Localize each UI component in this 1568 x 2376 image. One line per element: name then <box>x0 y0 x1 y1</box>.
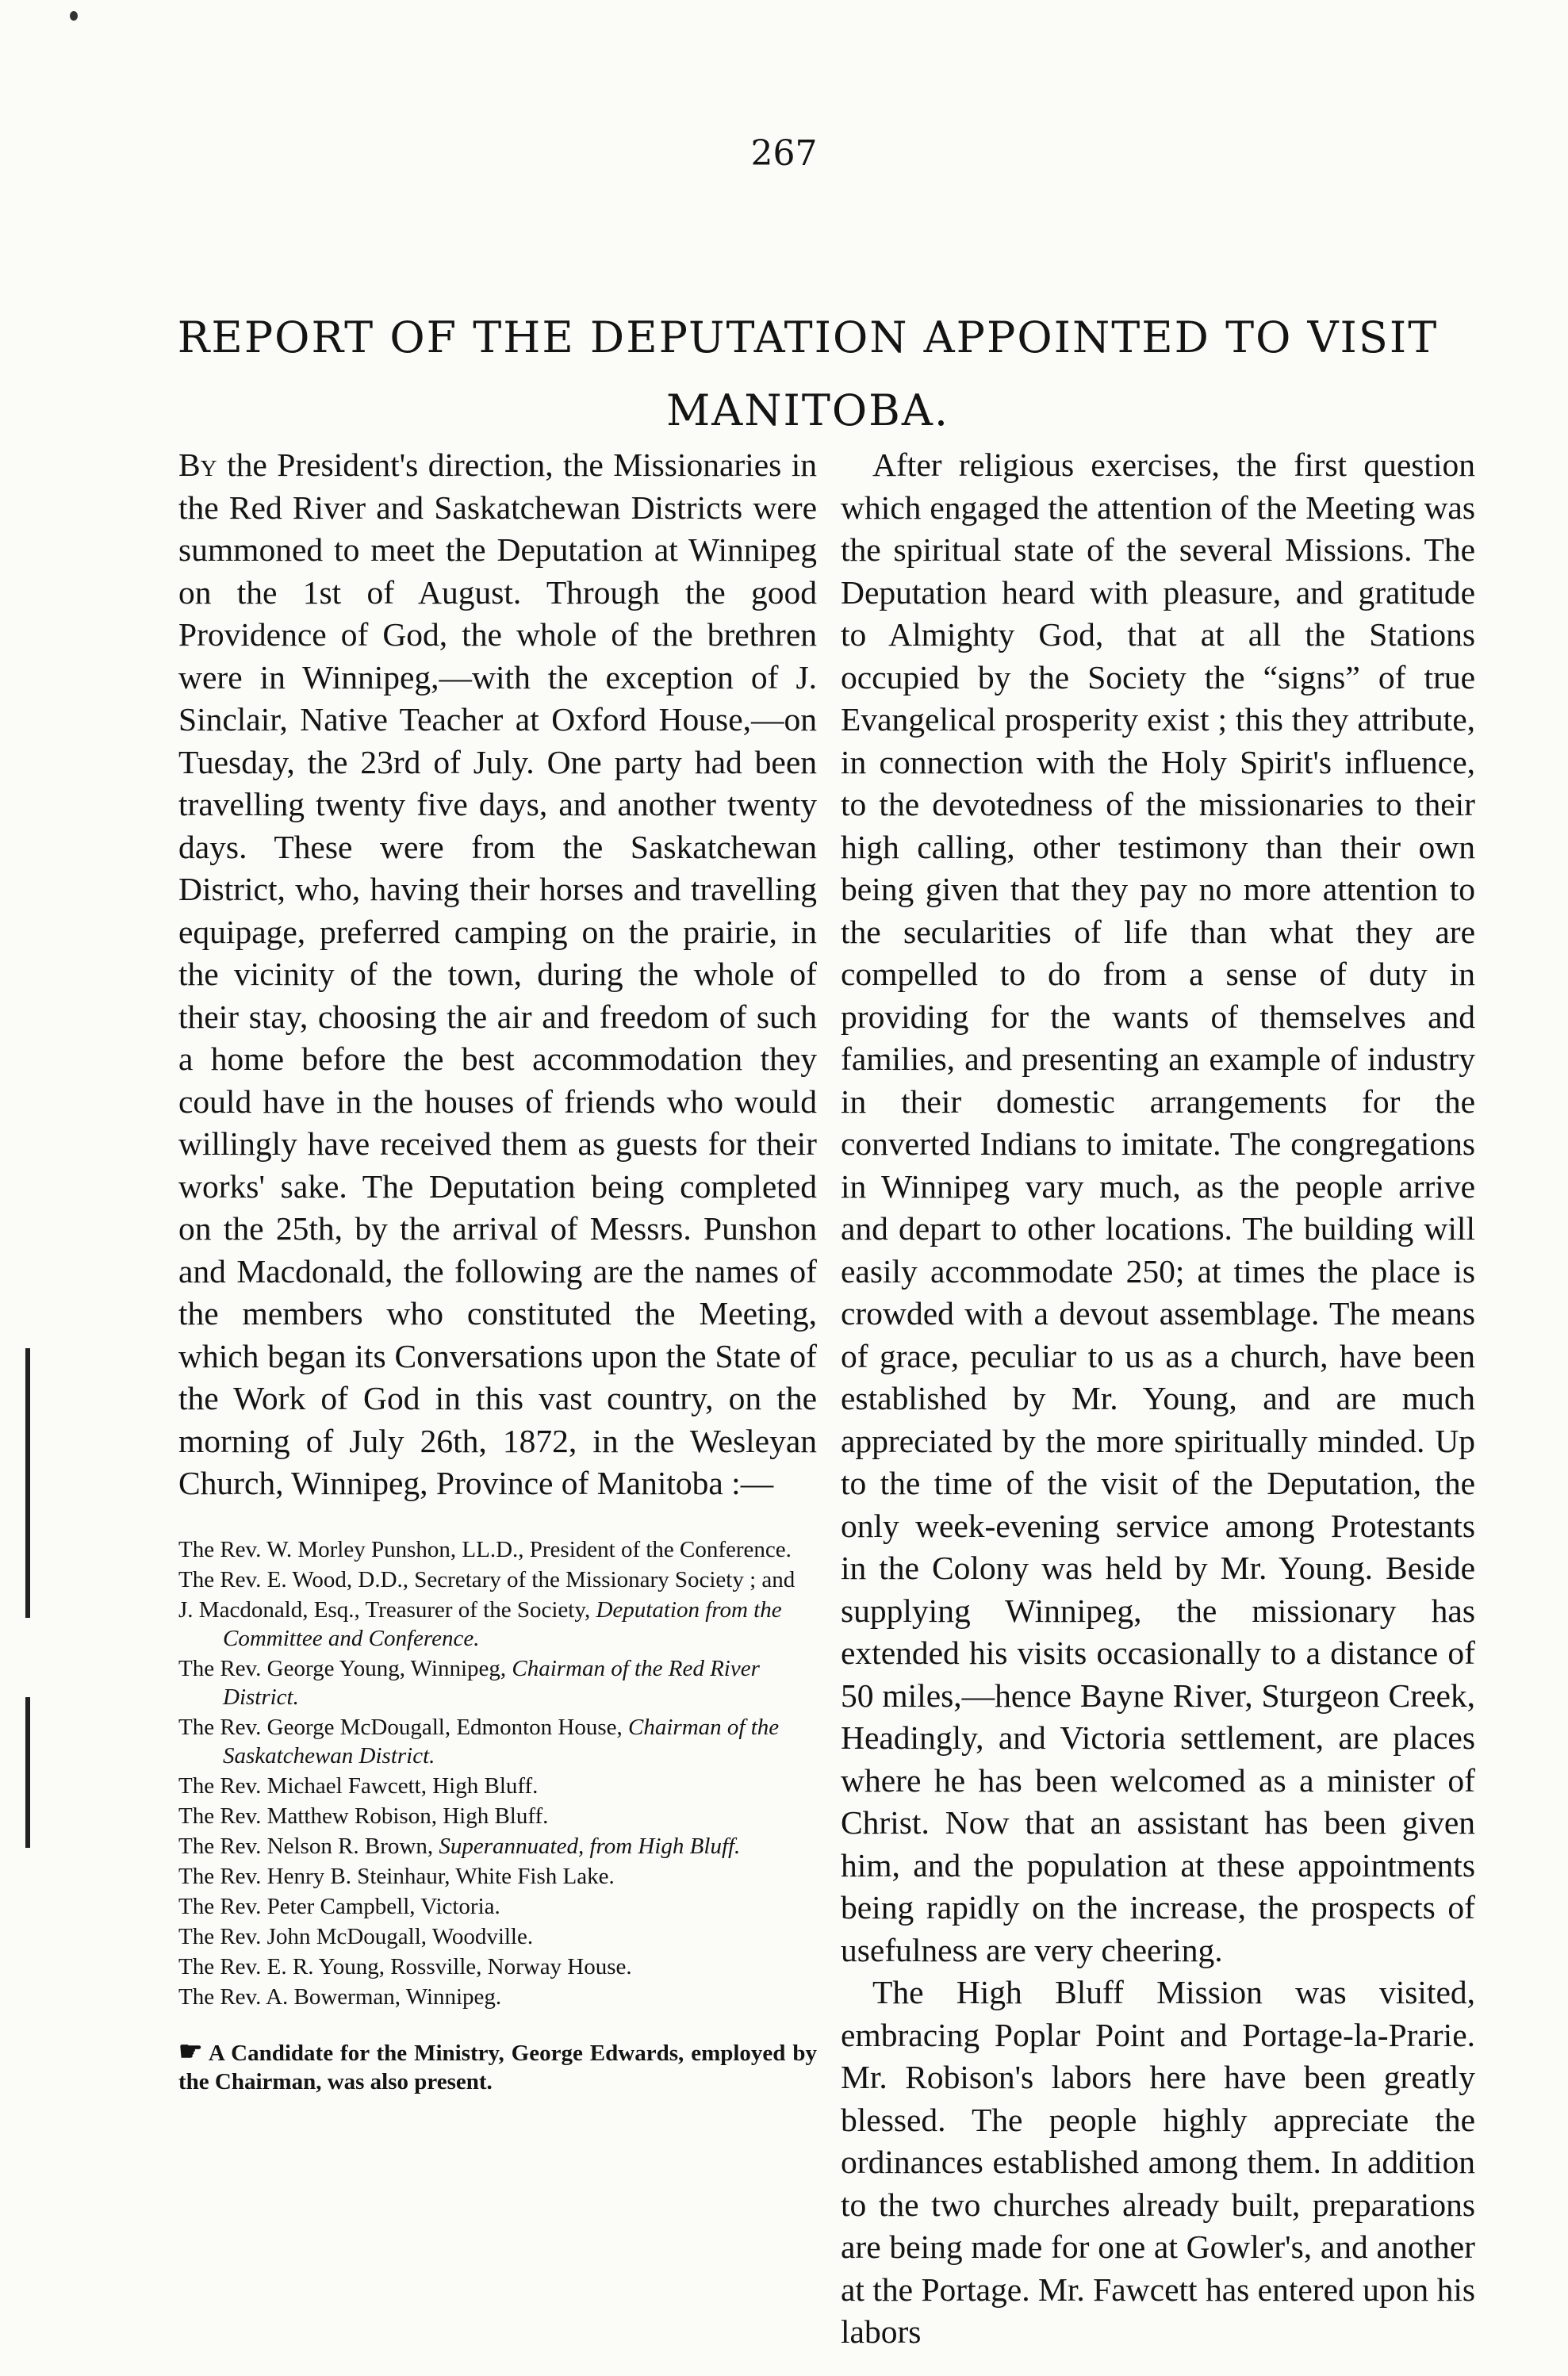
pointing-hand-icon: ☛ <box>178 2037 203 2067</box>
member-entry: The Rev. Henry B. Steinhaur, White Fish Lake. <box>178 1863 615 1889</box>
member-role: Superannuated, from High Bluff. <box>439 1833 741 1859</box>
left-paragraph-1-text: the President's direction, the Missionaries in the Red River and Saskatchewan Districts were summoned to meet the Deputation at Winnipeg on the 1st of August. Through the good Providence of God, the whole of the brethren were in Winnipeg,—with the exception of J. Sinclair, Native Teacher at Oxford House,—on Tuesday, the 23rd of July. One party had been travelling twenty five days, and another twenty days. These were from the Saskatchewan District, who, having their horses and travelling equipage, preferred camping on the prairie, in the vicinity of the town, during the whole of their stay, choosing the air and freedom of such a home before the best accommodation they could have in the houses of friends who would willingly have received them as guests for their works' sake. The Deputation being completed on the 25th, by the arrival of Messrs. Punshon and Macdonald, the following are the names of the members who constituted the Meeting, which began its Conversations upon the State of the Work of God in this vast country, on the morning of July 26th, 1872, in the Wesleyan Church, Winnipeg, Province of Manitoba :— <box>178 446 818 1501</box>
member-role: Chairman of the Saskatchewan District. <box>223 1714 780 1769</box>
report-title <box>174 301 1441 447</box>
member-entry: The Rev. E. R. Young, Rossville, Norway House. <box>178 1953 632 1979</box>
right-paragraph-1: After religious exercises, the first question which engaged the attention of the Meeting was the spiritual state of the several Missions. The Deputation heard with pleasure, and gratitude to Almighty God, that at all the Stations occupied by the Society the “signs” of true Evangelical prosperity exist ; this they attribute, in connection with the Holy Spirit's influence, to the devotedness of the missionaries to their high calling, other testimony than their own being given that they pay no more attention to the secularities of life than what they are compelled to do from a sense of duty in providing for the wants of themselves and families, and presenting an example of industry in their domestic arrangements for the converted Indians to imitate. The congregations in Winnipeg vary much, as the people arrive and depart to other locations. The building will easily accommodate 250; at times the place is crowded with a devout assemblage. The means of grace, peculiar to us as a church, have been established by Mr. Young, and are much appreciated by the more spiritually minded. Up to the time of the visit of the Deputation, the only week-evening service among Protestants in the Colony was held by Mr. Young. Beside supplying Winnipeg, the missionary has extended his visits occasionally to a distance of 50 miles,—hence Bayne River, Sturgeon Creek, Headingly, and Victoria settlement, are places where he has been welcomed as a minister of Christ. Now that an assistant has been given him, and the population at these appointments being rapidly on the increase, the prospects of usefulness are very cheering. <box>841 446 1475 1968</box>
candidate-note-text: A Candidate for the Ministry, George Edwards, employed by the Chairman, was also present. <box>178 2040 818 2094</box>
left-column <box>178 444 817 2096</box>
member-entry: The Rev. Matthew Robison, High Bluff. <box>178 1803 549 1829</box>
margin-scan-line <box>25 1348 30 1618</box>
member-role: Chairman of the Red River District. <box>223 1655 760 1710</box>
title-line-1: REPORT OF THE DEPUTATION APPOINTED TO VISIT <box>177 312 1439 362</box>
member-entry: The Rev. John McDougall, Woodville. <box>178 1923 534 1949</box>
members-list <box>178 1535 817 2011</box>
member-entry: The Rev. George Young, Winnipeg, Chairman of the Red River District. <box>178 1655 760 1710</box>
drop-lead-word: By <box>178 446 217 483</box>
candidate-note <box>178 2038 817 2096</box>
member-role: Deputation from the Committee and Conference. <box>223 1596 782 1651</box>
member-entry: The Rev. Michael Fawcett, High Bluff. <box>178 1772 539 1799</box>
member-entry: The Rev. A. Bowerman, Winnipeg. <box>178 1983 502 2010</box>
margin-scan-line <box>25 1697 30 1848</box>
member-entry: The Rev. W. Morley Punshon, LL.D., President of the Conference. <box>178 1536 792 1562</box>
left-paragraph-1 <box>178 444 817 1505</box>
right-column <box>841 444 1475 2354</box>
right-paragraph-2: The High Bluff Mission was visited, embracing Poplar Point and Portage-la-Prarie. Mr. Robison's labors here have been greatly blessed. The people highly appreciate the ordinances established among them. In addition to the two churches already built, preparations are being made for one at Gowler's, and another at the Portage. Mr. Fawcett has entered upon his labors <box>841 1974 1475 2350</box>
member-entry: J. Macdonald, Esq., Treasurer of the Society, Deputation from the Committee and Conference. <box>178 1596 782 1651</box>
title-line-2: MANITOBA. <box>665 385 949 435</box>
member-entry: The Rev. George McDougall, Edmonton House, Chairman of the Saskatchewan District. <box>178 1714 780 1769</box>
page-number: 267 <box>750 133 818 174</box>
member-entry: The Rev. Nelson R. Brown, Superannuated, from High Bluff. <box>178 1833 741 1859</box>
member-entry: The Rev. Peter Campbell, Victoria. <box>178 1893 500 1919</box>
scan-speck <box>70 11 78 21</box>
member-entry: The Rev. E. Wood, D.D., Secretary of the Missionary Society ; and <box>178 1566 796 1592</box>
